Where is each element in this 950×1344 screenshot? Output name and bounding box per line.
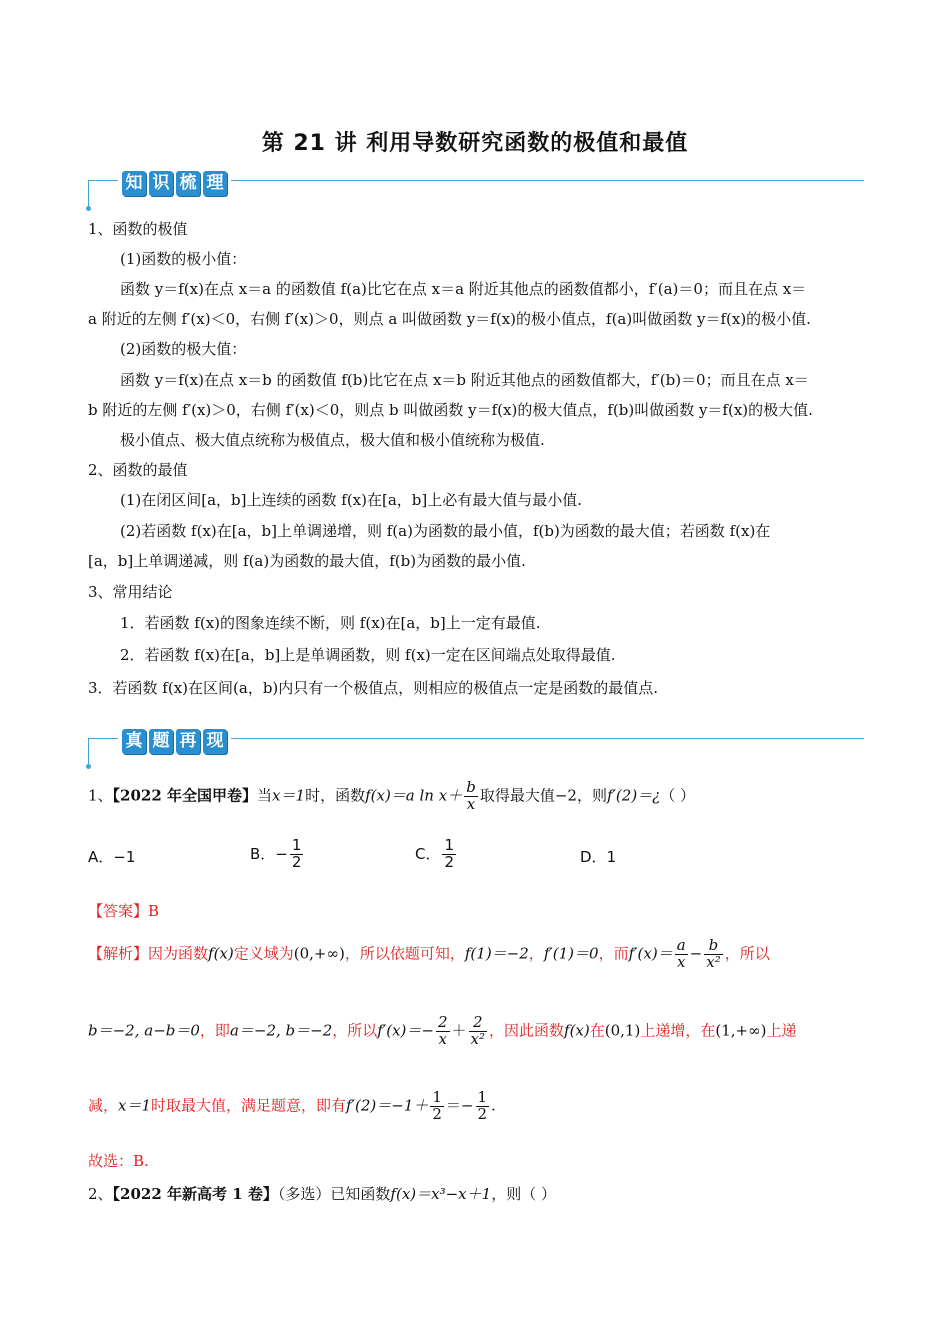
question-text: 当 [257,786,273,805]
option-d [580,846,616,867]
explanation-line-1 [88,938,770,971]
fraction [704,938,722,971]
fraction [464,780,478,813]
numerator: 1 [477,1088,488,1106]
section-header-exam [88,728,864,764]
local-max-line-2: b 附近的左侧 f′(x)＞0，右侧 f′(x)＜0，则点 b 叫做函数 y＝f(x)的极大值点，f(b)叫做函数 y＝f(x)的极大值. [88,401,813,419]
question-2 [88,1183,556,1204]
denominator: 2 [432,1104,442,1123]
math: f(x) [564,1021,590,1040]
math: (1,+∞) [715,1021,767,1040]
denominator: x² [706,952,721,971]
max-min-line-2: (2)若函数 f(x)在[a，b]上单调递增，则 f(a)为函数的最小值，f(b)为函数的最大值；若函数 f(x)在 [120,522,771,540]
text: ，因此函数 [489,1021,565,1040]
numerator: 2 [437,1013,448,1031]
heading-extrema: 1、函数的极值 [88,220,188,238]
question-number: 1、 [88,786,113,805]
text: ， [528,944,544,963]
denominator: x² [470,1029,486,1048]
math: f′(1)＝0 [543,944,599,963]
header-char: 真 [122,729,146,754]
numerator: b [704,938,722,955]
heading-max-min: 2、函数的最值 [88,461,188,479]
option-label: B． [250,844,276,863]
question-text: 取得最大值 [479,786,555,805]
text: 因为函数 [148,944,209,963]
local-min-line-1: 函数 y＝f(x)在点 x＝a 的函数值 f(a)比它在点 x＝a 附近其他点的函数值都小，f′(a)＝0；而且在点 x＝ [120,280,807,298]
section-header-label [118,728,231,754]
fraction [476,1090,490,1123]
fraction [290,838,304,871]
numerator: 1 [432,1088,442,1106]
text: 定义域为 [233,944,294,963]
option-value: − [275,844,288,863]
numerator: 1 [444,836,455,854]
denominator: 2 [477,1104,488,1123]
question-text: ，则（ ） [491,1185,556,1203]
max-min-line-1: (1)在闭区间[a，b]上连续的函数 f(x)在[a，b]上必有最大值与最小值. [120,491,582,509]
denominator: 2 [291,852,302,871]
option-value: 1 [606,848,617,866]
answer-blank: （ ） [660,786,695,805]
math: a＝−2, b＝−2 [229,1021,333,1040]
denominator: x [676,952,686,971]
extrema-summary: 极小值点、极大值点统称为极值点，极大值和极小值统称为极值. [120,431,545,449]
header-char: 理 [203,171,227,196]
math: x＝1 [118,1096,152,1115]
math: − [689,944,703,963]
final-choice: 故选：B. [88,1152,149,1170]
option-label: C． [415,844,441,863]
header-char: 再 [176,729,200,754]
math: f(x)＝a ln x＋ [365,786,463,805]
denominator: 2 [444,852,455,871]
header-char: 梳 [176,171,200,196]
header-char: 知 [122,171,146,196]
explanation-line-2 [88,1015,796,1048]
fraction [675,938,688,971]
question-1 [88,780,695,813]
text: 时取最大值，满足题意，即有 [151,1096,347,1115]
section-header-label [118,170,231,196]
math: ＝− [445,1096,474,1115]
text: ，所以 [332,1021,378,1040]
text: 上递 [766,1021,797,1040]
math: (0,1) [604,1021,641,1040]
text: 减， [88,1096,119,1115]
option-label: D． [580,848,607,866]
section-header-knowledge [88,170,864,206]
option-value: −1 [113,848,136,866]
explanation-label: 【解析】 [88,944,149,963]
numerator: 1 [291,836,302,854]
text: ，而 [598,944,629,963]
conclusion-3: 3．若函数 f(x)在区间(a，b)内只有一个极值点，则相应的极值点一定是函数的最值点. [88,679,659,697]
option-b [250,838,305,871]
denominator: x [466,794,476,813]
math: f(x) [208,944,234,963]
header-char: 题 [149,729,173,754]
question-text: 时，函数 [305,786,366,805]
numerator: b [466,778,476,796]
math: f′(2)＝−1＋ [346,1096,429,1115]
heading-conclusions: 3、常用结论 [88,583,173,601]
header-char: 识 [149,171,173,196]
conclusion-2: 2．若函数 f(x)在[a，b]上是单调函数，则 f(x)一定在区间端点处取得最值. [120,646,616,664]
math: f′(x)＝− [377,1021,434,1040]
math: f(x)＝x³−x＋1 [390,1185,492,1203]
heading-local-min: (1)函数的极小值： [120,250,247,268]
math: x＝1 [272,786,306,805]
math: f(1)＝−2 [464,944,529,963]
math: b＝−2, a−b＝0 [88,1021,200,1040]
question-source: 【2022 年新高考 1 卷】 [112,1185,278,1203]
heading-local-max: (2)函数的极大值： [120,340,247,358]
local-min-line-2: a 附近的左侧 f′(x)＜0，右侧 f′(x)＞0，则点 a 叫做函数 y＝f(x)的极小值点，f(a)叫做函数 y＝f(x)的极小值. [88,310,811,328]
fraction [436,1015,450,1048]
math: ＋ [451,1021,467,1040]
math: f′(2)＝¿ [606,786,661,805]
text: ，所以依题可知， [344,944,465,963]
numerator: a [676,936,686,954]
text: ，即 [199,1021,230,1040]
answer: 【答案】B [88,902,160,920]
question-source: 【2022 年全国甲卷】 [112,786,258,805]
local-max-line-1: 函数 y＝f(x)在点 x＝b 的函数值 f(b)比它在点 x＝b 附近其他点的函数值都大，f′(b)＝0；而且在点 x＝ [120,371,809,389]
math: . [491,1096,496,1115]
text: 上递增，在 [640,1021,716,1040]
explanation-line-3 [88,1090,496,1123]
fraction [442,838,456,871]
question-text: （多选）已知函数 [277,1185,391,1203]
option-c [415,838,458,871]
fraction [469,1015,487,1048]
math: (0,+∞) [293,944,345,963]
max-min-line-3: [a，b]上单调递减，则 f(a)为函数的最大值，f(b)为函数的最小值. [88,552,526,570]
option-a [88,846,135,867]
denominator: x [438,1029,447,1048]
numerator: 2 [469,1015,487,1032]
question-number: 2、 [88,1185,113,1203]
page-title: 第 21 讲 利用导数研究函数的极值和最值 [261,131,689,156]
fraction [430,1090,444,1123]
option-label: A． [88,848,114,866]
math: −2 [554,786,577,805]
conclusion-1: 1．若函数 f(x)的图象连续不断，则 f(x)在[a，b]上一定有最值. [120,614,541,632]
header-char: 现 [203,729,227,754]
text: ，所以 [724,944,770,963]
question-text: ，则 [576,786,607,805]
math: f′(x)＝ [628,944,673,963]
text: 在 [589,1021,605,1040]
